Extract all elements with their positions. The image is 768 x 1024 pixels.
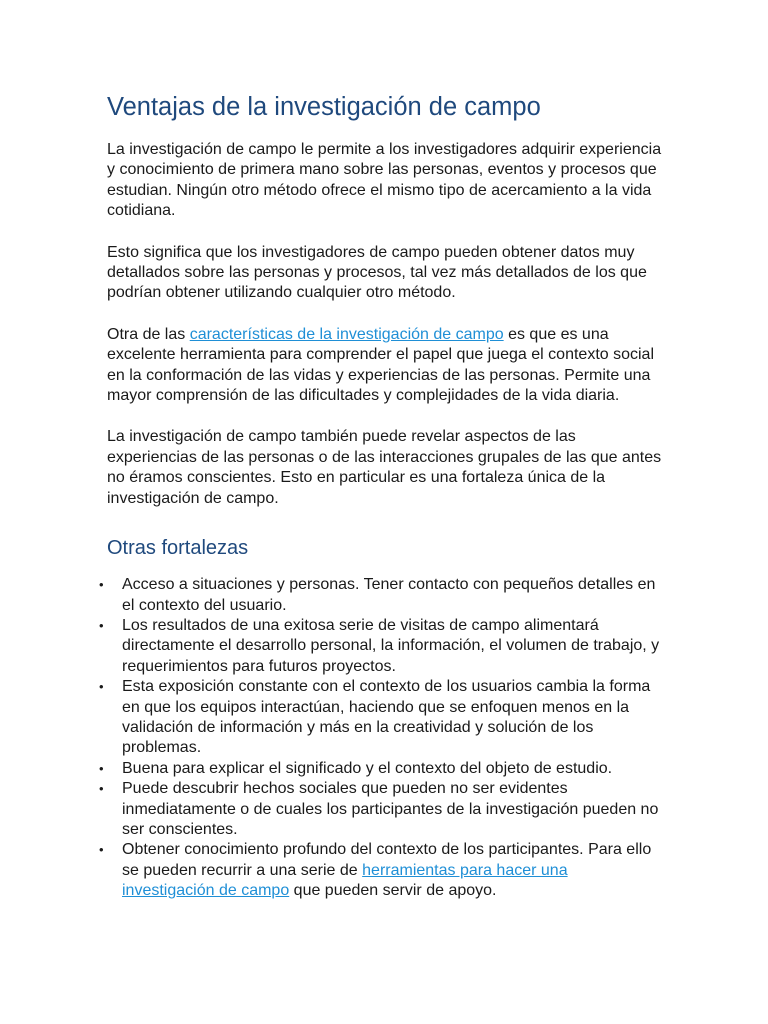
list-item xyxy=(99,840,662,901)
bullet-icon: • xyxy=(99,577,104,593)
strengths-list xyxy=(99,575,662,902)
list-item xyxy=(99,759,662,779)
paragraph-context xyxy=(107,325,662,407)
paragraph-context-text-after: es que es una excelente herramienta para comprender el papel que juega el contexto social en la conformación de las vidas y experiencias de las personas. Permite una mayor comprensión de las dificultades y complejidades de la vida diaria. xyxy=(107,325,655,405)
section-heading-otras-fortalezas: Otras fortalezas xyxy=(107,537,249,560)
paragraph-intro: La investigación de campo le permite a los investigadores adquirir experiencia y conocimiento de primera mano sobre las personas, eventos y procesos que estudian. Ningún otro método ofrece el mismo tipo de acercamiento a la vida cotidiana. xyxy=(107,141,662,220)
list-item-text: Puede descubrir hechos sociales que pueden no ser evidentes inmediatamente o de cuales los participantes de la investigación pueden no ser conscientes. xyxy=(122,780,659,838)
list-item-text: Buena para explicar el significado y el contexto del objeto de estudio. xyxy=(122,759,613,777)
paragraph-detailed-data: Esto significa que los investigadores de campo pueden obtener datos muy detallados sobre las personas y procesos, tal vez más detallados de los que podrían obtener utilizando cualquier otro método. xyxy=(107,243,647,302)
list-item-text: Esta exposición constante con el contexto de los usuarios cambia la forma en que los equipos interactúan, haciendo que se enfoquen menos en la validación de información y más en la creatividad y solución de los problemas. xyxy=(122,678,651,757)
bullet-icon: • xyxy=(99,760,104,776)
paragraph-context-text-before: Otra de las xyxy=(107,325,190,343)
list-item xyxy=(99,616,662,677)
list-item-text: Acceso a situaciones y personas. Tener contacto con pequeños detalles en el contexto del usuario. xyxy=(122,576,656,614)
link-herramientas[interactable]: herramientas para hacer una investigación de campo xyxy=(122,861,568,900)
paragraph-revelations: La investigación de campo también puede revelar aspectos de las experiencias de las personas o de las interacciones grupales de las que antes no éramos conscientes. Esto en particular es una fortaleza única de la investigación de campo. xyxy=(107,428,662,507)
list-item-text-after: que pueden servir de apoyo. xyxy=(289,882,497,900)
bullet-icon: • xyxy=(99,679,104,695)
list-item-text: Los resultados de una exitosa serie de visitas de campo alimentará directamente el desarrollo personal, la información, el volumen de trabajo, y requerimientos para futuros proyectos. xyxy=(122,616,660,675)
list-item-text-before: Obtener conocimiento profundo del contexto de los participantes. Para ello se pueden recurrir a una serie de xyxy=(122,841,652,879)
page-title: Ventajas de la investigación de campo xyxy=(107,93,541,121)
list-item xyxy=(99,575,662,616)
bullet-icon: • xyxy=(99,781,104,797)
bullet-icon: • xyxy=(99,617,104,633)
list-item xyxy=(99,677,662,759)
bullet-icon: • xyxy=(99,842,104,858)
link-caracteristicas[interactable]: características de la investigación de campo xyxy=(189,325,504,343)
list-item xyxy=(99,779,662,840)
